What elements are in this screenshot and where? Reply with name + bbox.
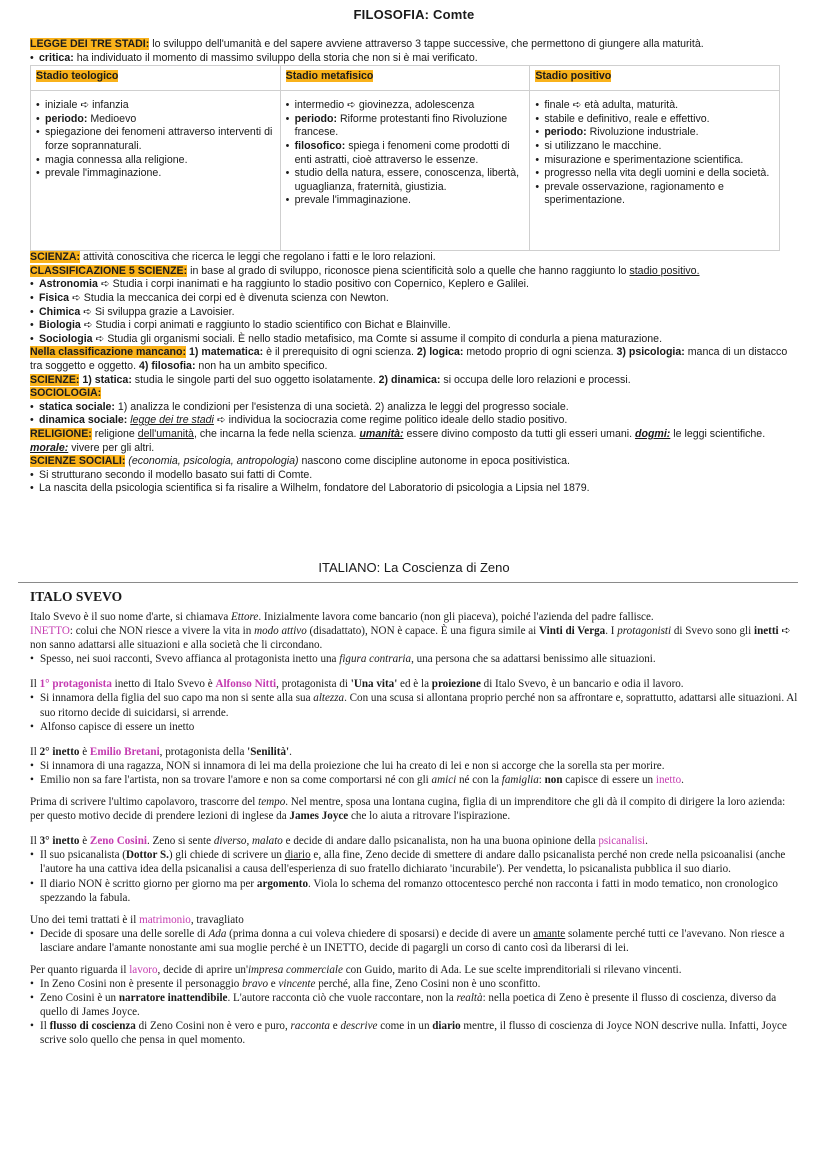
list-item: • Fisica ➪ Studia la meccanica dei corpi ed è divenuta scienza con Newton. [30,292,800,306]
cell-positivo: • finale ➪ età adulta, maturità. • stabile e definitivo, reale e effettivo. • periodo: Rivoluzione industriale. • si utilizzano le macchine. • misurazione e sperimentazione scientifica. • progresso nella vita degli uomini e della società. • prevale osservazione, ragionamento e sperimentazione. [530,91,780,251]
sociologia-heading: SOCIOLOGIA: [30,387,102,400]
cell-teologico: • iniziale ➪ infanzia • periodo: Medioevo • spiegazione dei fenomeni attraverso interventi di forze soprannaturali. • magia connessa alla religione. • prevale l'immaginazione. [31,91,281,251]
list-item: • Emilio non sa fare l'artista, non sa trovare l'amore e non sa come comportarsi né con gli amici né con la famiglia: non capisce di essere un inetto. [30,773,800,787]
legge-paragraph: LEGGE DEI TRE STADI: lo sviluppo dell'umanità e del sapere avviene attraverso 3 tappe successive, che permettono di giungere alla maturità. [30,38,704,50]
inetto-definition: INETTO: colui che NON riesce a vivere la vita in modo attivo (disadattato), NON è capace. È una figura simile ai Vinti di Verga. I protagonisti di Svevo sono gli inetti ➪ non sanno adattarsi alle situazioni e alla società che li circondano. [30,625,791,652]
list-item: • Il diario NON è scritto giorno per giorno ma per argomento. Viola lo schema del romanzo ottocentesco perché non racconta i fatti in modo tematico, non cronologico spezzando la fabula. [30,877,800,905]
scienze-sociali-list [0,469,800,496]
scienze-sociali-paragraph: SCIENZE SOCIALI: (economia, psicologia, antropologia) nascono come discipline autonome in epoca positivistica. [30,455,570,468]
filosofia-title: FILOSOFIA: Comte [353,7,475,22]
list-item: • dinamica sociale: legge dei tre stadi ➪ individua la sociocrazia come regime politico ideale dello stadio positivo. [30,414,800,428]
header-teologico: Stadio teologico [31,66,281,91]
zeno-paragraph: Il 3° inetto è Zeno Cosini. Zeno si sente diverso, malato e decide di andare dallo psicanalista, non ha una buona opinione della psicanalisi. [30,835,648,848]
classificazione-paragraph: CLASSIFICAZIONE 5 SCIENZE: in base al grado di sviluppo, riconosce piena scientificità solo a quelle che hanno raggiunto lo stadio positivo. [30,264,700,277]
stadi-table [30,65,780,251]
svevo-intro: Italo Svevo è il suo nome d'arte, si chiamava Ettore. Inizialmente lavora come bancario (non gli piaceva), poiché l'azienda del padre fallisce. [30,611,654,623]
zeno-list [30,848,800,904]
list-item: • Si strutturano secondo il modello basato sui fatti di Comte. [30,469,800,483]
list-item: • statica sociale: 1) analizza le condizioni per l'esistenza di una società. 2) analizza le leggi del progresso sociale. [30,401,800,415]
emilio-paragraph: Il 2° inetto è Emilio Bretani, protagonista della 'Senilità'. [30,745,292,758]
list-item: • Si innamora di una ragazza, NON si innamora di lei ma della proiezione che lui ha creato di lei e non si accorge che la sorella sta per morire. [30,759,800,773]
header-metafisico: Stadio metafisico [280,66,530,91]
lavoro-list [30,977,800,1047]
list-item: • Sociologia ➪ Studia gli organismi sociali. È nello stadio metafisico, ma Comte si assume il compito di condurla a piena maturazione. [30,333,800,347]
critica-item: • critica: ha individuato il momento di massimo sviluppo della storia che non si è mai verificato. [30,52,800,66]
list-item: • Biologia ➪ Studia i corpi animati e raggiunto lo stadio scientifico con Bichat e Blainville. [30,319,800,333]
list-item: • Il flusso di coscienza di Zeno Cosini non è vero e puro, racconta e descrive come in un diario mentre, il flusso di coscienza di Joyce NON descrive nulla. Infatti, Joyce scrive solo quello che pensa in quel momento. [30,1019,800,1047]
list-item: • Alfonso capisce di essere un inetto [30,720,800,734]
mancano-paragraph: Nella classificazione mancano: 1) matematica: è il prerequisito di ogni scienza. 2) logica: metodo proprio di ogni scienza. 3) psicologia: manca di un distacco tra soggetto e oggetto. 4) filosofia: non ha un ambito specifico. [30,346,788,372]
list-item: • Astronomia ➪ Studia i corpi inanimati e ha raggiunto lo stadio positivo con Copernico, Keplero e Galilei. [30,278,800,292]
italiano-section [0,560,828,1048]
sociologia-list [0,401,800,428]
list-item: • Spesso, nei suoi racconti, Svevo affianca al protagonista inetto una figura contraria, una persona che sa adattarsi benissimo alle situazioni. [30,652,800,666]
legge-label: LEGGE DEI TRE STADI: [30,38,150,50]
list-item: • Si innamora della figlia del suo capo ma non si sente alla sua altezza. Con una scusa si allontana proprio perché non sa affrontare e, soprattutto, adattarsi alle situazioni. Al suo ritorno decide di suicidarsi, si arrende. [30,691,800,719]
prima-paragraph: Prima di scrivere l'ultimo capolavoro, trascorre del tempo. Nel mentre, sposa una lontana cugina, figlia di un imprenditore che gli dà il compito di dirigere la loro azienda: per questo motivo decide di prendere lezioni di inglese da James Joyce che lo aiuta a ritrovare l'ispirazione. [30,796,786,823]
scienze-paragraph: SCIENZE: 1) statica: studia le singole parti del suo oggetto isolatamente. 2) dinamica: si occupa delle loro relazioni e processi. [30,373,631,386]
scienze-list [0,278,800,346]
svevo-heading: ITALO SVEVO [30,589,123,604]
scienza-paragraph: SCIENZA: attività conoscitiva che ricerca le leggi che regolano i fatti e le loro relazioni. [30,251,436,264]
list-item: • Decide di sposare una delle sorelle di Ada (prima donna a cui voleva chiedere di sposarsi) e decide di avere un amante solamente perché tutti ce l'avevano. Non riesce a lasciare andare l'amante nonostante ami sua moglie perché è un INETTO, decide di pagargli un corso di canto così da liberarsi di lei. [30,927,800,955]
spesso-list [30,652,800,666]
lavoro-paragraph: Per quanto riguarda il lavoro, decide di aprire un'impresa commerciale con Guido, marito di Ada. Le sue scelte imprenditoriali si rilevano vincenti. [30,963,682,976]
list-item: • In Zeno Cosini non è presente il personaggio bravo e vincente perché, alla fine, Zeno Cosini non è uno sconfitto. [30,977,800,991]
matrimonio-paragraph: Uno dei temi trattati è il matrimonio, travagliato [30,913,244,926]
list-item: • La nascita della psicologia scientifica si fa risalire a Wilhelm, fondatore del Laboratorio di psicologia a Lipsia nel 1879. [30,482,800,496]
list-item: • Zeno Cosini è un narratore inattendibile. L'autore racconta ciò che vuole raccontare, non la realtà: nella poetica di Zeno è presente il flusso di coscienza, diverso da quello di James Joyce. [30,991,800,1019]
list-item: • Chimica ➪ Si sviluppa grazie a Lavoisier. [30,306,800,320]
alfonso-paragraph: Il 1° protagonista inetto di Italo Svevo è Alfonso Nitti, protagonista di 'Una vita' ed è la proiezione di Italo Svevo, è un bancario e odia il lavoro. [30,678,684,691]
alfonso-list [30,691,800,733]
section-divider [18,582,798,583]
matrimonio-list [30,927,800,955]
emilio-list [30,759,800,787]
italiano-title: ITALIANO: La Coscienza di Zeno [318,560,510,575]
list-item: • Il suo psicanalista (Dottor S.) gli chiede di scrivere un diario e, alla fine, Zeno decide di smettere di andare dallo psicanalista perché non crede nella psicoanalisi (anche l'autore ha una cattiva idea della psicanalisi a causa dell'esperienza di suo fratello dichiarato 'incurabile'). Per vendetta, lo psicanalista pubblica il suo diario. [30,848,800,876]
cell-metafisico: • intermedio ➪ giovinezza, adolescenza • periodo: Riforme protestanti fino Rivoluzione francese. • filosofico: spiega i fenomeni come prodotti di enti astratti, cioè attraverso le essenze. • studio della natura, essere, conoscenza, libertà, uguaglianza, fraternità, giustizia. • prevale l'immaginazione. [280,91,530,251]
critica-list [0,52,800,66]
religione-paragraph: RELIGIONE: religione dell'umanità, che incarna la fede nella scienza. umanità: essere divino composto da tutti gli esseri umani. dogmi: le leggi scientifiche. morale: vivere per gli altri. [30,427,766,454]
header-positivo: Stadio positivo [530,66,780,91]
italiano-body [30,610,800,1048]
filosofia-section [0,0,828,496]
